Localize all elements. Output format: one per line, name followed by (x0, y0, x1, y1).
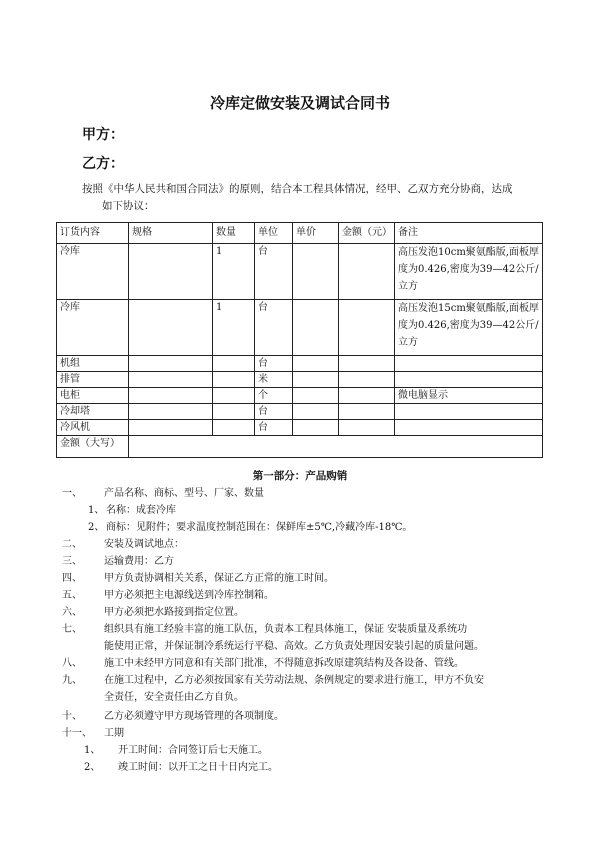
header-item: 订货内容 (57, 223, 129, 244)
cell-price (293, 356, 339, 372)
cell-amount (339, 300, 395, 356)
cell-price (293, 420, 339, 436)
header-note: 备注 (395, 223, 543, 244)
subclause-number: 2、 (88, 522, 105, 533)
cell-note: 高压发泡15cm聚氨酯版,面板厚度为0.426,密度为39—42公斤/立方 (395, 300, 543, 356)
cell-item: 冷库 (57, 244, 129, 300)
table-header-row (57, 223, 543, 244)
clause-number: 十一、 (62, 728, 92, 739)
cell-amount (339, 420, 395, 436)
clause-text: 甲方必须把主电源线送到冷库控制箱。 (104, 590, 274, 601)
total-value (129, 436, 543, 458)
cell-note: 微电脑显示 (395, 388, 543, 404)
table-row (57, 388, 543, 404)
clause-text: 安装及调试地点： (104, 539, 184, 550)
header-unit: 单位 (255, 223, 293, 244)
clause-text: 甲方必须把水路接到指定位置。 (104, 607, 244, 618)
cell-item: 冷风机 (57, 420, 129, 436)
clause-text-line-1: 组织具有施工经验丰富的施工队伍，负责本工程具体施工，保证 安装质量及系统功 (104, 624, 468, 635)
total-row (57, 436, 543, 458)
clause-text: 甲方负责协调相关关系，保证乙方正常的施工时间。 (104, 573, 334, 584)
clause-text: 施工中未经甲方同意和有关部门批准，不得随意拆改原建筑结构及各设备、管线。 (104, 658, 464, 669)
cell-amount (339, 388, 395, 404)
party-b-label: 乙方： (82, 156, 124, 172)
clause-text-line-2: 全责任，安全责任由乙方自负。 (104, 692, 244, 703)
cell-price (293, 244, 339, 300)
cell-item: 冷却塔 (57, 404, 129, 420)
cell-note: 高压发泡10cm聚氨酯版,面板厚度为0.426,密度为39—42公斤/立方 (395, 244, 543, 300)
cell-spec (129, 404, 213, 420)
table-row (57, 244, 543, 300)
clause-text-line-1: 在施工过程中，乙方必须按国家有关劳动法规、条例规定的要求进行施工，甲方不负安 (104, 675, 484, 686)
cell-qty: 1 (213, 244, 255, 300)
cell-amount (339, 244, 395, 300)
cell-note (395, 420, 543, 436)
cell-spec (129, 356, 213, 372)
subclause-text: 商标：见附件；要求温度控制范围在：保鲜库±5℃,冷藏冷库-18℃。 (106, 522, 413, 533)
cell-qty (213, 356, 255, 372)
intro-line-2: 如下协议： (102, 200, 155, 212)
table-row (57, 356, 543, 372)
cell-unit: 台 (255, 244, 293, 300)
cell-unit: 台 (255, 300, 293, 356)
table-row (57, 420, 543, 436)
subclause-number: 1、 (84, 745, 101, 756)
cell-item: 机组 (57, 356, 129, 372)
subclause-text: 开工时间：合同签订后七天施工。 (118, 745, 268, 756)
cell-spec (129, 244, 213, 300)
cell-note (395, 404, 543, 420)
header-amount: 金额（元） (339, 223, 395, 244)
cell-amount (339, 372, 395, 388)
clause-text: 运输费用：乙方 (104, 556, 174, 567)
subclause-number: 2、 (84, 762, 101, 773)
clause-number: 三、 (62, 556, 82, 567)
clause-text: 工期 (104, 728, 124, 739)
cell-unit: 台 (255, 356, 293, 372)
clause-number: 五、 (62, 590, 82, 601)
party-a-label: 甲方： (82, 127, 124, 143)
header-qty: 数量 (213, 223, 255, 244)
cell-spec (129, 372, 213, 388)
table-row (57, 404, 543, 420)
cell-item: 电柜 (57, 388, 129, 404)
cell-price (293, 404, 339, 420)
table-row (57, 372, 543, 388)
cell-qty (213, 420, 255, 436)
clause-text: 乙方必须遵守甲方现场管理的各项制度。 (104, 711, 284, 722)
cell-spec (129, 420, 213, 436)
clause-number: 十、 (62, 711, 82, 722)
clause-number: 八、 (62, 658, 82, 669)
cell-qty (213, 388, 255, 404)
subclause-text: 名称：成套冷库 (106, 505, 176, 516)
cell-spec (129, 300, 213, 356)
clause-text-line-2: 能使用正常，并保证制冷系统运行平稳、高效。乙方负责处理因安装引起的质量问题。 (104, 641, 484, 652)
table-row (57, 300, 543, 356)
clause-text: 产品名称、商标、型号、厂家、数量 (104, 488, 264, 499)
cell-qty: 1 (213, 300, 255, 356)
cell-price (293, 372, 339, 388)
cell-amount (339, 404, 395, 420)
header-price: 单价 (293, 223, 339, 244)
cell-note (395, 372, 543, 388)
clause-number: 九、 (62, 675, 82, 686)
subclause-text: 竣工时间：以开工之日十日内完工。 (118, 762, 278, 773)
cell-price (293, 388, 339, 404)
cell-qty (213, 404, 255, 420)
cell-unit: 台 (255, 404, 293, 420)
header-spec: 规格 (129, 223, 213, 244)
clause-number: 六、 (62, 607, 82, 618)
order-table (56, 222, 543, 458)
cell-price (293, 300, 339, 356)
cell-unit: 米 (255, 372, 293, 388)
cell-qty (213, 372, 255, 388)
cell-note (395, 356, 543, 372)
clause-number: 七、 (62, 624, 82, 635)
cell-unit: 台 (255, 420, 293, 436)
cell-item: 排管 (57, 372, 129, 388)
section-title: 第一部分：产品购销 (252, 470, 348, 482)
cell-item: 冷库 (57, 300, 129, 356)
subclause-number: 1、 (88, 505, 105, 516)
document-title: 冷库定做安装及调试合同书 (209, 94, 390, 112)
cell-unit: 个 (255, 388, 293, 404)
cell-amount (339, 356, 395, 372)
clause-number: 四、 (62, 573, 82, 584)
intro-line-1: 按照《中华人民共和国合同法》的原则，结合本工程具体情况，经甲、乙双方充分协商，达成 (82, 183, 513, 195)
clause-number: 一、 (62, 488, 82, 499)
cell-spec (129, 388, 213, 404)
total-label: 金额（大写） (57, 436, 129, 458)
clause-number: 二、 (62, 539, 82, 550)
